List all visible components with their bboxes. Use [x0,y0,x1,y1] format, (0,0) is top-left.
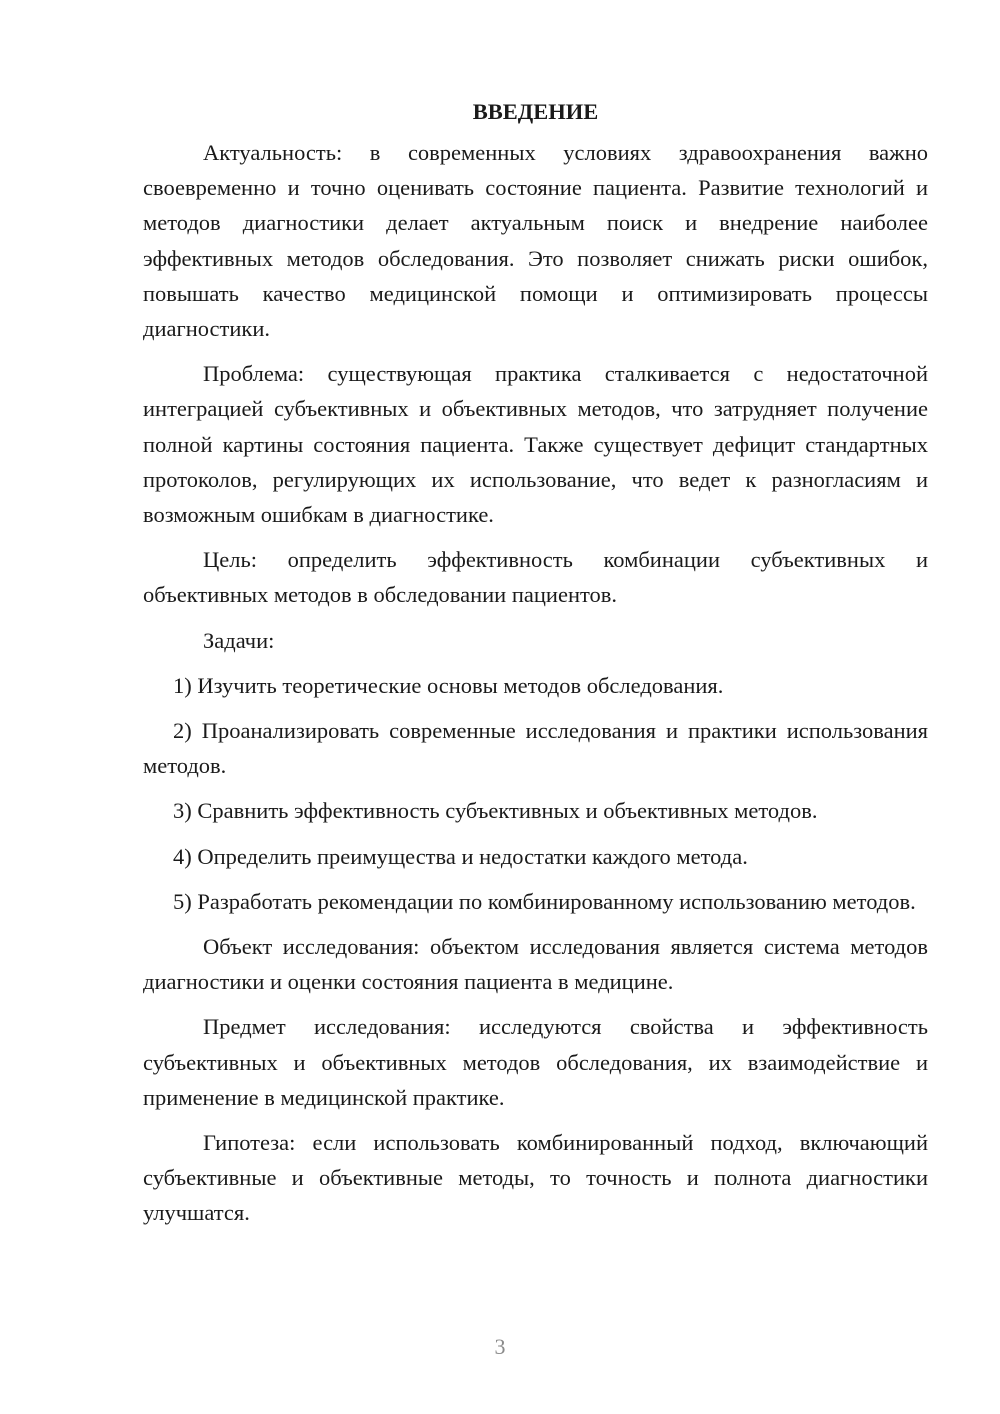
tasks-heading: Задачи: [203,627,275,653]
paragraph-subject: Предмет исследования: исследуются свойства и эффективность субъективных и объективных методов обследования, их взаимодействие и применение в медицинской практике. [143,1014,928,1110]
page-number: 3 [494,1334,506,1359]
task-item-5: 5) Разработать рекомендации по комбинированному использованию методов. [173,888,916,914]
page-content [143,97,928,1241]
task-item-3: 3) Сравнить эффективность субъективных и объективных методов. [173,798,818,824]
paragraph-goal: Цель: определить эффективность комбинации субъективных и объективных методов в обследовании пациентов. [143,547,928,608]
task-item-1: 1) Изучить теоретические основы методов обследования. [173,672,724,698]
paragraph-problem: Проблема: существующая практика сталкивается с недостаточной интеграцией субъективных и объективных методов, что затрудняет получение полной картины состояния пациента. Также существует дефицит стандартных протоколов, регулирующих их использование, что ведет к разногласиям и возможным ошибкам в диагностике. [143,361,928,528]
paragraph-relevance: Актуальность: в современных условиях здравоохранения важно своевременно и точно оценивать состояние пациента. Развитие технологий и методов диагностики делает актуальным поиск и внедрение наиболее эффективных методов обследования. Это позволяет снижать риски ошибок, повышать качество медицинской помощи и оптимизировать процессы диагностики. [143,140,928,342]
paragraph-hypothesis: Гипотеза: если использовать комбинированный подход, включающий субъективные и объективные методы, то точность и полнота диагностики улучшатся. [143,1130,928,1226]
task-item-2: 2) Проанализировать современные исследования и практики использования методов. [143,718,928,779]
section-title: ВВЕДЕНИЕ [472,99,599,124]
task-item-4: 4) Определить преимущества и недостатки каждого метода. [173,843,748,869]
paragraph-object: Объект исследования: объектом исследования является система методов диагностики и оценки состояния пациента в медицине. [143,934,928,995]
